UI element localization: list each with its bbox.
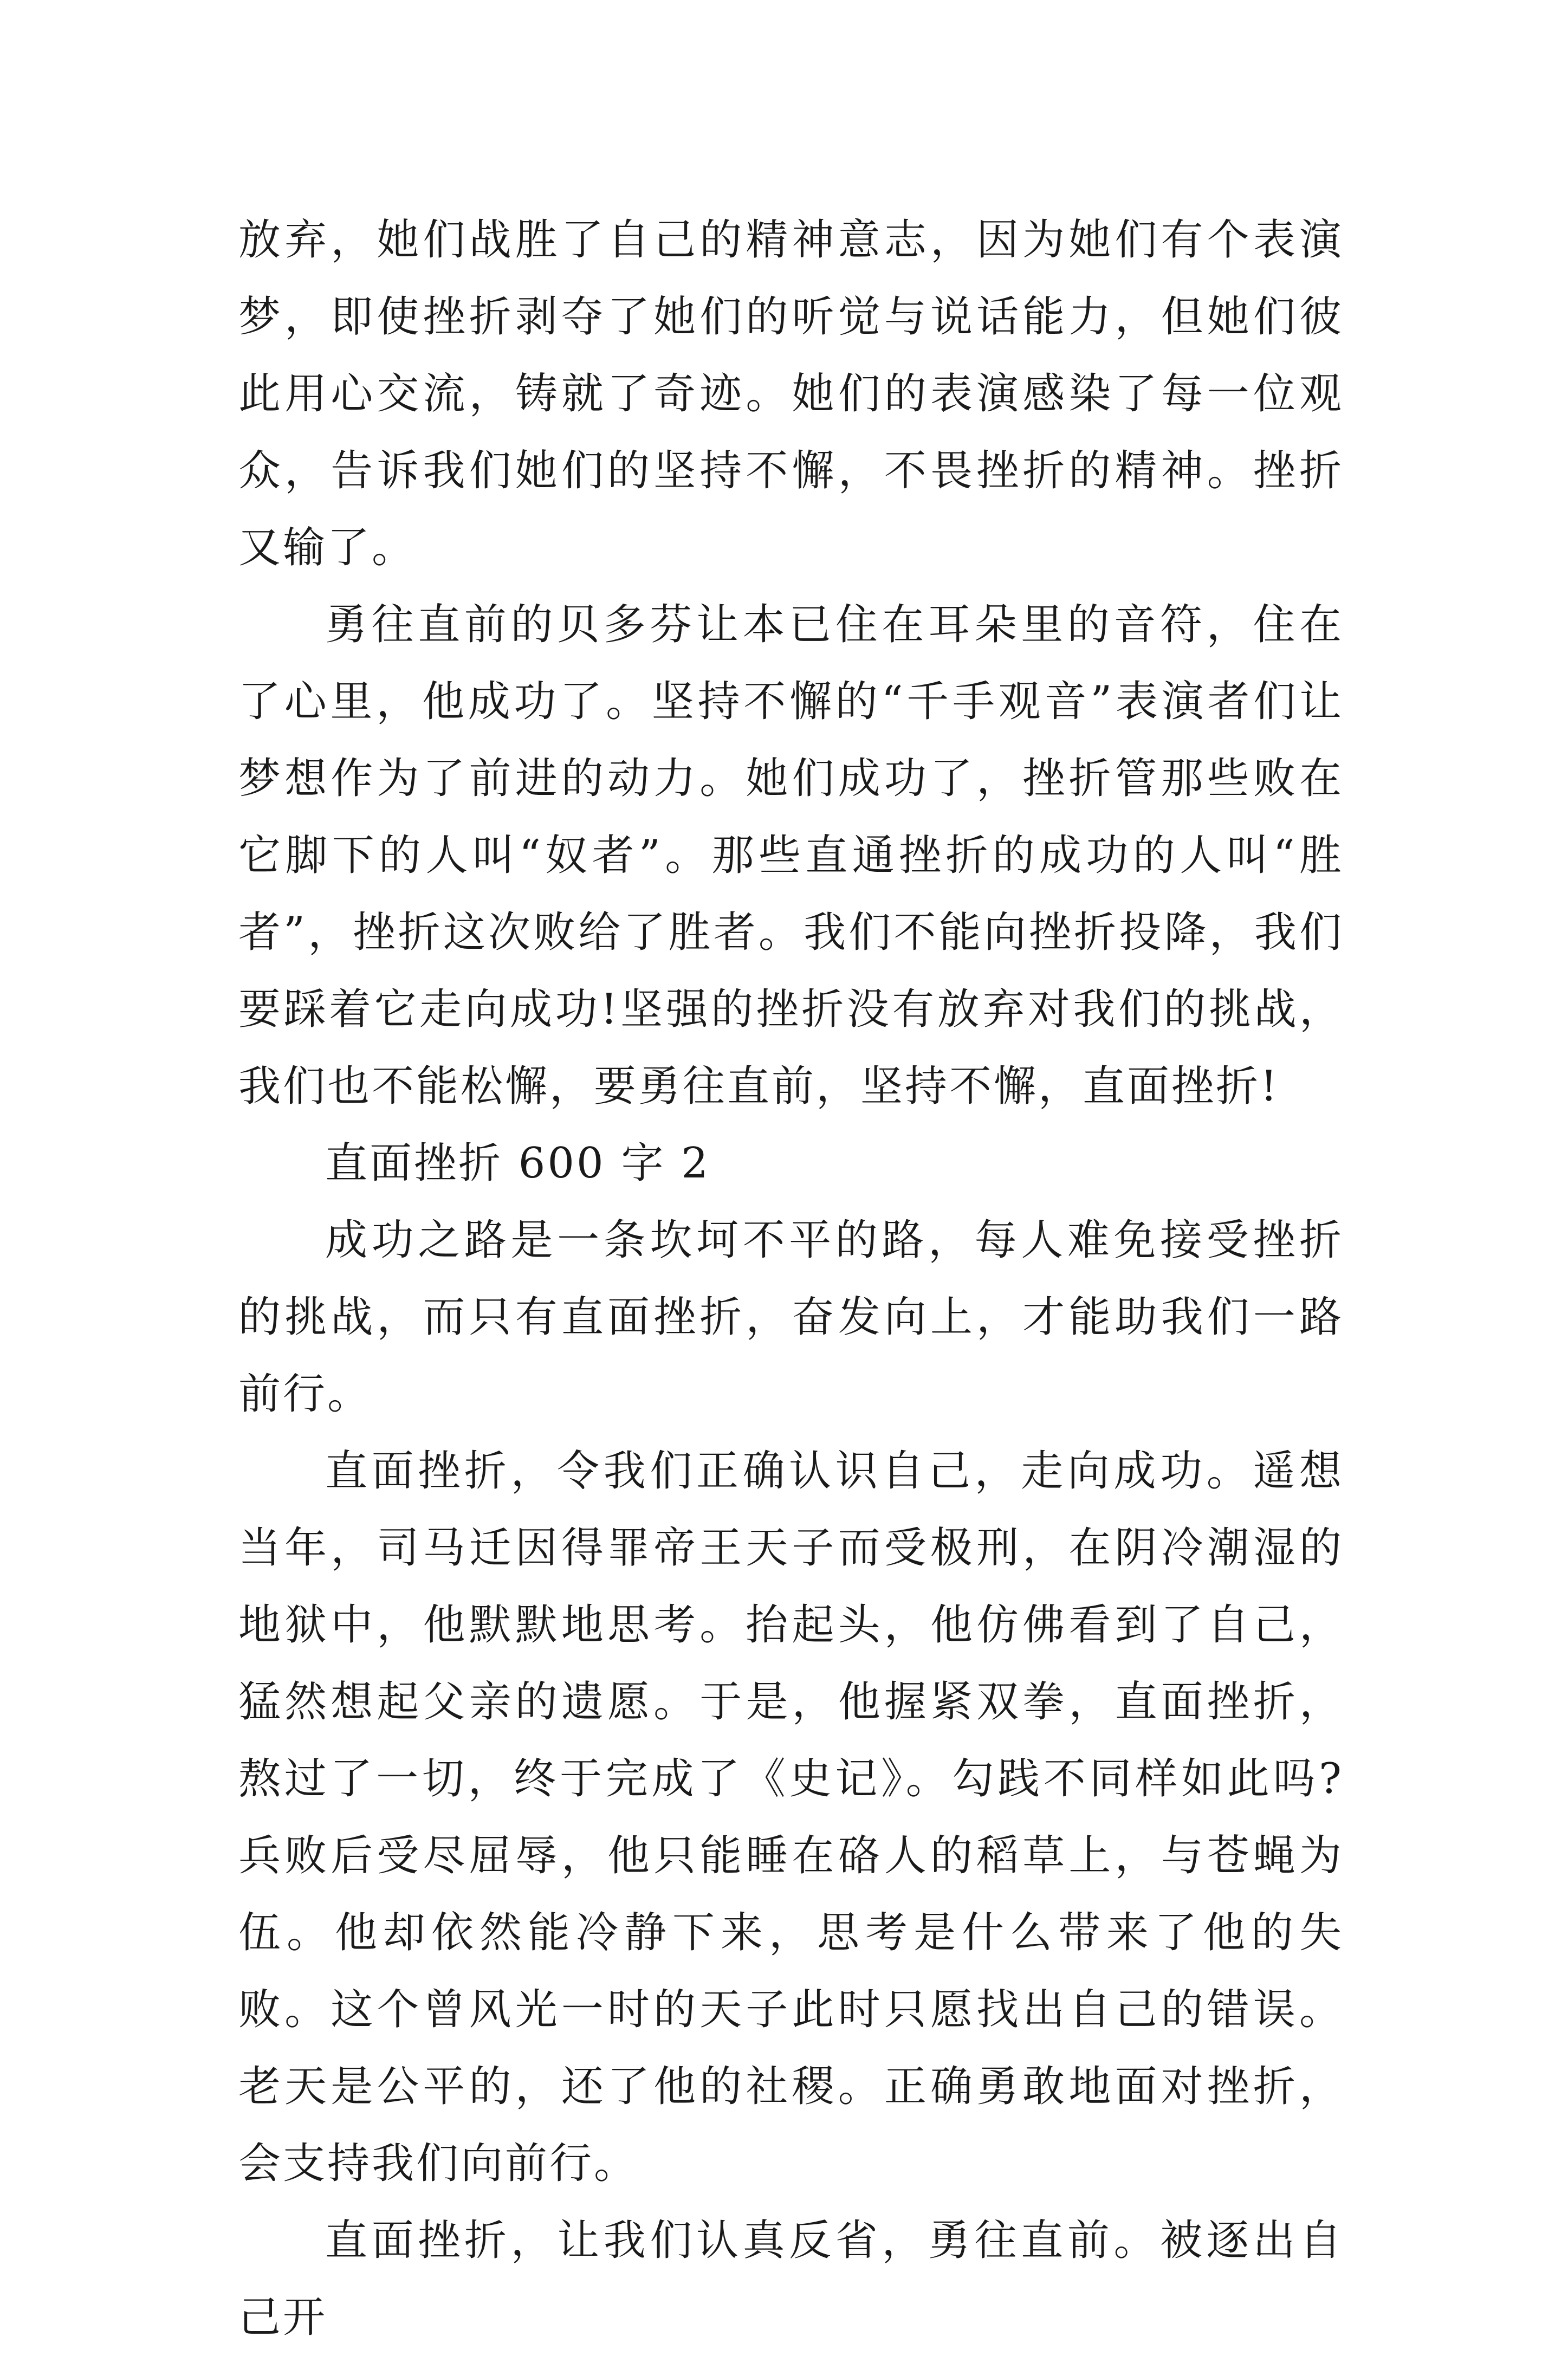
document-body bbox=[238, 202, 1344, 2356]
paragraph-2: 勇往直前的贝多芬让本已住在耳朵里的音符，住在了心里，他成功了。坚持不懈的“千手观音”表演者们让梦想作为了前进的动力。她们成功了，挫折管那些败在它脚下的人叫“奴者”。那些直通挫折的成功的人叫“胜者”，挫折这次败给了胜者。我们不能向挫折投降，我们要踩着它走向成功!坚强的挫折没有放弃对我们的挑战，我们也不能松懈，要勇往直前，坚持不懈，直面挫折! bbox=[238, 600, 1344, 1111]
paragraph-3: 成功之路是一条坎坷不平的路，每人难免接受挫折的挑战，而只有直面挫折，奋发向上，才能助我们一路前行。 bbox=[238, 1216, 1344, 1419]
paragraph-4: 直面挫折，令我们正确认识自己，走向成功。遥想当年，司马迁因得罪帝王天子而受极刑，在阴冷潮湿的地狱中，他默默地思考。抬起头，他仿佛看到了自己，猛然想起父亲的遗愿。于是，他握紧双拳，直面挫折，熬过了一切，终于完成了《史记》。勾践不同样如此吗?兵败后受尽屈辱，他只能睡在硌人的稻草上，与苍蝇为伍。他却依然能冷静下来，思考是什么带来了他的失败。这个曾风光一时的天子此时只愿找出自己的错误。老天是公平的，还了他的社稷。正确勇敢地面对挫折，会支持我们向前行。 bbox=[238, 1447, 1344, 2188]
paragraph-1: 放弃，她们战胜了自己的精神意志，因为她们有个表演梦，即使挫折剥夺了她们的听觉与说话能力，但她们彼此用心交流，铸就了奇迹。她们的表演感染了每一位观众，告诉我们她们的坚持不懈，不畏挫折的精神。挫折又输了。 bbox=[238, 216, 1344, 572]
paragraph-5: 直面挫折，让我们认真反省，勇往直前。被逐出自己开 bbox=[238, 2216, 1344, 2342]
section-heading: 直面挫折 600 字 2 bbox=[325, 1139, 710, 1188]
